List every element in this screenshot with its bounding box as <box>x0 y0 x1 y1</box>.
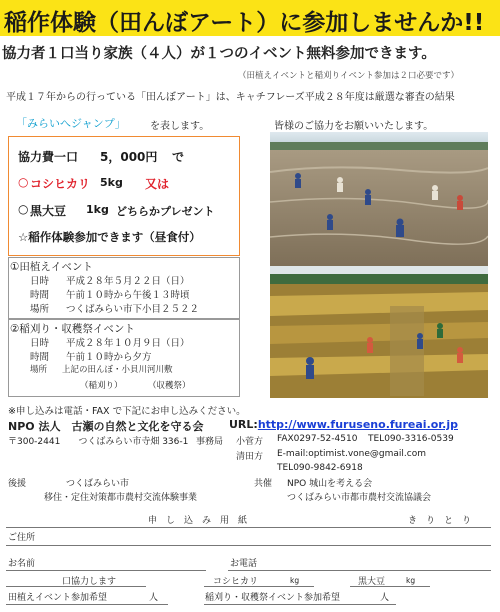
units-line <box>6 586 146 587</box>
contact1-name: 小菅方 <box>236 437 264 447</box>
cosponsor-label: 共催 <box>254 479 273 489</box>
koshihikari-line <box>204 586 314 587</box>
intro-line-1: 平成１７年からの行っている「田んぼアート」は、キャチフレーズ平成２８年度は厳選な審査の結果 <box>6 92 455 103</box>
rice-planting-photo <box>270 132 488 270</box>
harvest-line <box>204 604 396 605</box>
koshihikari-field[interactable]: コシヒカリ <box>213 577 259 587</box>
fax: FAX0297-52-4510 <box>277 434 358 444</box>
apply-note: ※申し込みは電話・FAX で下記にお申し込みください。 <box>8 406 246 417</box>
event1-time-label: 時間 <box>30 290 50 301</box>
url-line <box>229 418 458 431</box>
tel1: TEL090-3316-0539 <box>368 434 454 444</box>
cut-here-label: き り と り <box>408 516 472 526</box>
page-title: 稲作体験（田んぼアート）に参加しませんか!! <box>4 10 485 36</box>
rice-planting-line <box>6 604 168 605</box>
event2-date-label: 日時 <box>30 338 50 349</box>
person-unit-2: 人 <box>380 593 390 603</box>
event2-time-label: 時間 <box>30 352 50 363</box>
fee-label: 協力費一口 <box>18 150 79 164</box>
event1-place-label: 場所 <box>30 304 50 315</box>
kuromame-line <box>350 586 430 587</box>
harvest-photo <box>270 266 488 398</box>
tel2: TEL090-9842-6918 <box>277 463 363 473</box>
item1-qty: 5kg <box>100 176 123 189</box>
item1-or: 又は <box>145 177 170 191</box>
contact2-name: 清田方 <box>236 452 264 462</box>
kuromame-field[interactable]: 黒大豆 <box>358 577 386 587</box>
support1: つくばみらい市 <box>66 479 130 489</box>
email[interactable]: E-mail:optimist.vone@gmail.com <box>277 449 426 459</box>
cosponsor2: つくばみらい市都市農村交流協議会 <box>287 493 432 503</box>
thanks-text: 皆様のご協力をお願いいたします。 <box>274 121 434 132</box>
item3: ☆稲作体験参加できます（昼食付） <box>18 230 201 244</box>
event2-time: 午前１０時から夕方 <box>66 352 152 363</box>
support-label: 後援 <box>8 479 27 489</box>
form-header: 申 し 込 み 用 紙 <box>148 516 248 526</box>
event2-title: ②稲刈り・収穫祭イベント <box>10 323 135 335</box>
event2-caption1: （稲刈り） <box>80 381 123 391</box>
event1-date-label: 日時 <box>30 276 50 287</box>
event1-place: つくばみらい市下小目２５２２ <box>66 304 200 315</box>
item2-qty: 1kg <box>86 203 109 216</box>
phone-field[interactable] <box>228 570 491 571</box>
item2-suffix: どちらかプレゼント <box>116 205 215 218</box>
address-label: ご住所 <box>8 533 36 543</box>
item2-name: 黒大豆 <box>30 204 67 218</box>
office-label: 事務局 <box>196 437 224 447</box>
harvest-field[interactable]: 稲刈り・収穫祭イベント参加希望 <box>205 593 341 603</box>
phone-label: お電話 <box>230 559 258 569</box>
support2: 移住・定住対策都市農村交流体験事業 <box>44 493 198 503</box>
bullet-circle-icon: ○ <box>18 175 29 189</box>
rice-planting-field[interactable]: 田植えイベント参加希望 <box>8 593 108 603</box>
cosponsor1: NPO 城山を考える会 <box>287 479 373 489</box>
intro-line-2: を表します。 <box>150 121 210 132</box>
website-link[interactable]: http://www.furuseno.fureai.or.jp <box>257 418 458 431</box>
slogan: 「みらいへジャンプ」 <box>16 117 126 130</box>
name-field[interactable] <box>6 570 206 571</box>
subtitle: 協力者１口当り家族（４人）が１つのイベント無料参加できます。 <box>2 46 436 62</box>
fee-suffix: で <box>172 150 185 164</box>
event2-place: 上記の田んぼ・小貝川河川敷 <box>62 365 173 375</box>
person-unit-1: 人 <box>149 593 159 603</box>
event1-time: 午前１０時から午後１３時頃 <box>66 290 190 301</box>
bullet-circle-icon: ○ <box>18 202 29 216</box>
event1-title: ①田植えイベント <box>10 261 93 273</box>
item1-name: コシヒカリ <box>30 177 91 191</box>
event1-date: 平成２８年５月２２日（日） <box>66 276 190 287</box>
units-field[interactable]: 口協力します <box>62 577 117 587</box>
kg-unit-2: kg <box>406 576 416 585</box>
org-name: NPO 法人 古瀬の自然と文化を守る会 <box>8 420 204 433</box>
event2-caption2: （収穫祭） <box>148 381 191 391</box>
event2-place-label: 場所 <box>30 365 48 375</box>
fee-amount: 5，000円 <box>100 150 158 164</box>
name-label: お名前 <box>8 559 36 569</box>
address-field[interactable] <box>6 545 491 546</box>
url-label: URL: <box>229 418 258 431</box>
kg-unit-1: kg <box>290 576 300 585</box>
participation-note: （田植えイベントと稲刈りイベント参加は２口必要です） <box>238 71 460 81</box>
address: 〒300-2441 つくばみらい市寺畑 336-1 <box>8 437 189 447</box>
event2-date: 平成２８年１０月９日（日） <box>66 338 190 349</box>
